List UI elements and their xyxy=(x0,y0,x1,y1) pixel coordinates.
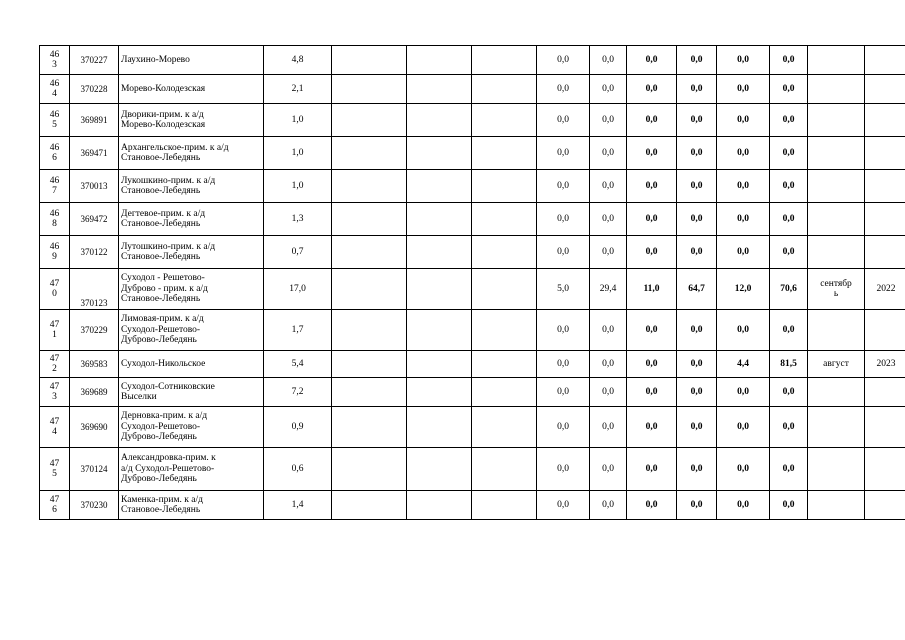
value-cell: 0,0 xyxy=(770,75,808,104)
month-cell xyxy=(808,203,865,236)
value-cell: 0,0 xyxy=(770,491,808,520)
empty-cell xyxy=(472,203,537,236)
value-cell: 0,0 xyxy=(717,137,770,170)
value-cell: 0,0 xyxy=(770,236,808,269)
value-cell: 0,0 xyxy=(627,236,677,269)
value-cell: 0,0 xyxy=(717,170,770,203)
year-cell: 2022 xyxy=(865,269,905,310)
value-cell: 29,4 xyxy=(590,269,627,310)
value-cell: 0,0 xyxy=(770,137,808,170)
value-cell: 0,0 xyxy=(590,236,627,269)
month-cell xyxy=(808,407,865,448)
value-cell: 0,0 xyxy=(537,236,590,269)
month-cell xyxy=(808,137,865,170)
value-cell: 0,0 xyxy=(677,310,717,351)
empty-cell xyxy=(332,269,407,310)
road-code-cell: 370124 xyxy=(70,448,119,491)
road-code-cell: 369891 xyxy=(70,104,119,137)
value-cell: 0,0 xyxy=(717,46,770,75)
value-cell: 0,0 xyxy=(590,104,627,137)
empty-cell xyxy=(472,46,537,75)
road-code-cell: 370122 xyxy=(70,236,119,269)
road-length-cell: 7,2 xyxy=(264,378,332,407)
month-cell xyxy=(808,104,865,137)
empty-cell xyxy=(332,351,407,378)
empty-cell xyxy=(332,203,407,236)
table-row xyxy=(40,351,905,378)
road-code-cell: 369689 xyxy=(70,378,119,407)
value-cell: 0,0 xyxy=(590,75,627,104)
value-cell: 0,0 xyxy=(717,310,770,351)
year-cell xyxy=(865,378,905,407)
month-cell: август xyxy=(808,351,865,378)
empty-cell xyxy=(407,351,472,378)
value-cell: 0,0 xyxy=(627,46,677,75)
row-number-cell: 47 1 xyxy=(40,310,70,351)
empty-cell xyxy=(472,448,537,491)
value-cell: 0,0 xyxy=(677,104,717,137)
empty-cell xyxy=(407,236,472,269)
table-row xyxy=(40,407,905,448)
empty-cell xyxy=(407,269,472,310)
value-cell: 0,0 xyxy=(537,407,590,448)
value-cell: 0,0 xyxy=(677,378,717,407)
road-length-cell: 1,7 xyxy=(264,310,332,351)
year-cell xyxy=(865,310,905,351)
value-cell: 0,0 xyxy=(627,351,677,378)
value-cell: 0,0 xyxy=(590,491,627,520)
value-cell: 81,5 xyxy=(770,351,808,378)
road-length-cell: 0,9 xyxy=(264,407,332,448)
empty-cell xyxy=(407,75,472,104)
road-code-cell: 370227 xyxy=(70,46,119,75)
year-cell xyxy=(865,104,905,137)
table-row xyxy=(40,170,905,203)
value-cell: 0,0 xyxy=(770,448,808,491)
road-length-cell: 2,1 xyxy=(264,75,332,104)
row-number-cell: 46 8 xyxy=(40,203,70,236)
value-cell: 0,0 xyxy=(770,203,808,236)
value-cell: 0,0 xyxy=(537,104,590,137)
empty-cell xyxy=(472,170,537,203)
value-cell: 0,0 xyxy=(717,104,770,137)
month-cell xyxy=(808,75,865,104)
empty-cell xyxy=(472,378,537,407)
month-cell xyxy=(808,236,865,269)
empty-cell xyxy=(332,491,407,520)
year-cell: 2023 xyxy=(865,351,905,378)
empty-cell xyxy=(407,310,472,351)
road-length-cell: 1,0 xyxy=(264,137,332,170)
row-number-cell: 47 4 xyxy=(40,407,70,448)
road-name-cell: Каменка-прим. к а/д Становое-Лебедянь xyxy=(119,491,264,520)
row-number-cell: 46 3 xyxy=(40,46,70,75)
value-cell: 70,6 xyxy=(770,269,808,310)
empty-cell xyxy=(472,491,537,520)
value-cell: 4,4 xyxy=(717,351,770,378)
road-length-cell: 0,6 xyxy=(264,448,332,491)
empty-cell xyxy=(332,75,407,104)
empty-cell xyxy=(472,137,537,170)
empty-cell xyxy=(332,378,407,407)
value-cell: 0,0 xyxy=(590,448,627,491)
road-code-cell: 369583 xyxy=(70,351,119,378)
row-number-cell: 47 3 xyxy=(40,378,70,407)
value-cell: 0,0 xyxy=(677,137,717,170)
value-cell: 0,0 xyxy=(537,137,590,170)
table-row xyxy=(40,491,905,520)
road-name-cell: Александровка-прим. к а/д Суходол-Решетово- Дуброво-Лебедянь xyxy=(119,448,264,491)
value-cell: 0,0 xyxy=(537,170,590,203)
month-cell xyxy=(808,491,865,520)
road-code-cell: 370123 xyxy=(70,269,119,310)
road-length-cell: 1,0 xyxy=(264,170,332,203)
month-cell xyxy=(808,310,865,351)
road-code-cell: 369690 xyxy=(70,407,119,448)
value-cell: 0,0 xyxy=(590,351,627,378)
value-cell: 0,0 xyxy=(677,170,717,203)
value-cell: 0,0 xyxy=(627,137,677,170)
value-cell: 0,0 xyxy=(717,236,770,269)
road-name-cell: Суходол-Сотниковские Выселки xyxy=(119,378,264,407)
value-cell: 0,0 xyxy=(537,378,590,407)
value-cell: 0,0 xyxy=(770,170,808,203)
year-cell xyxy=(865,407,905,448)
value-cell: 0,0 xyxy=(677,351,717,378)
row-number-cell: 47 5 xyxy=(40,448,70,491)
value-cell: 0,0 xyxy=(677,46,717,75)
value-cell: 0,0 xyxy=(627,104,677,137)
value-cell: 0,0 xyxy=(770,46,808,75)
month-cell xyxy=(808,448,865,491)
empty-cell xyxy=(407,137,472,170)
road-code-cell: 370013 xyxy=(70,170,119,203)
table-row xyxy=(40,75,905,104)
road-name-cell: Лимовая-прим. к а/д Суходол-Решетово- Дуброво-Лебедянь xyxy=(119,310,264,351)
value-cell: 11,0 xyxy=(627,269,677,310)
empty-cell xyxy=(472,351,537,378)
value-cell: 0,0 xyxy=(590,310,627,351)
month-cell: сентябр ь xyxy=(808,269,865,310)
table-row xyxy=(40,236,905,269)
value-cell: 0,0 xyxy=(590,170,627,203)
row-number-cell: 46 5 xyxy=(40,104,70,137)
empty-cell xyxy=(407,104,472,137)
empty-cell xyxy=(407,46,472,75)
empty-cell xyxy=(332,310,407,351)
value-cell: 0,0 xyxy=(677,491,717,520)
road-code-cell: 370230 xyxy=(70,491,119,520)
road-length-cell: 1,3 xyxy=(264,203,332,236)
empty-cell xyxy=(472,75,537,104)
value-cell: 0,0 xyxy=(627,170,677,203)
row-number-cell: 46 4 xyxy=(40,75,70,104)
value-cell: 0,0 xyxy=(677,407,717,448)
table-row xyxy=(40,448,905,491)
row-number-cell: 46 6 xyxy=(40,137,70,170)
value-cell: 0,0 xyxy=(590,378,627,407)
year-cell xyxy=(865,491,905,520)
value-cell: 0,0 xyxy=(770,378,808,407)
table-row xyxy=(40,310,905,351)
road-code-cell: 369472 xyxy=(70,203,119,236)
value-cell: 12,0 xyxy=(717,269,770,310)
value-cell: 0,0 xyxy=(590,137,627,170)
empty-cell xyxy=(407,448,472,491)
value-cell: 0,0 xyxy=(627,310,677,351)
year-cell xyxy=(865,203,905,236)
value-cell: 0,0 xyxy=(717,491,770,520)
table-row xyxy=(40,137,905,170)
road-length-cell: 1,4 xyxy=(264,491,332,520)
empty-cell xyxy=(407,491,472,520)
empty-cell xyxy=(332,46,407,75)
value-cell: 0,0 xyxy=(717,378,770,407)
value-cell: 0,0 xyxy=(537,203,590,236)
value-cell: 0,0 xyxy=(537,448,590,491)
row-number-cell: 46 9 xyxy=(40,236,70,269)
value-cell: 0,0 xyxy=(590,46,627,75)
row-number-cell: 46 7 xyxy=(40,170,70,203)
value-cell: 0,0 xyxy=(590,407,627,448)
empty-cell xyxy=(407,407,472,448)
value-cell: 0,0 xyxy=(677,448,717,491)
empty-cell xyxy=(472,104,537,137)
road-name-cell: Дворики-прим. к а/д Морево-Колодезская xyxy=(119,104,264,137)
row-number-cell: 47 6 xyxy=(40,491,70,520)
value-cell: 0,0 xyxy=(590,203,627,236)
value-cell: 0,0 xyxy=(627,491,677,520)
value-cell: 0,0 xyxy=(717,448,770,491)
table-row xyxy=(40,378,905,407)
value-cell: 0,0 xyxy=(677,236,717,269)
month-cell xyxy=(808,378,865,407)
table-row xyxy=(40,269,905,310)
road-code-cell: 370229 xyxy=(70,310,119,351)
road-name-cell: Лукошкино-прим. к а/д Становое-Лебедянь xyxy=(119,170,264,203)
empty-cell xyxy=(472,269,537,310)
value-cell: 0,0 xyxy=(677,75,717,104)
road-name-cell: Дерновка-прим. к а/д Суходол-Решетово- Дуброво-Лебедянь xyxy=(119,407,264,448)
road-length-cell: 4,8 xyxy=(264,46,332,75)
value-cell: 0,0 xyxy=(537,310,590,351)
month-cell xyxy=(808,46,865,75)
empty-cell xyxy=(407,203,472,236)
value-cell: 0,0 xyxy=(627,378,677,407)
road-name-cell: Архангельское-прим. к а/д Становое-Лебедянь xyxy=(119,137,264,170)
value-cell: 0,0 xyxy=(537,351,590,378)
value-cell: 0,0 xyxy=(770,407,808,448)
year-cell xyxy=(865,46,905,75)
empty-cell xyxy=(332,448,407,491)
road-name-cell: Суходол - Решетово- Дуброво - прим. к а/д Становое-Лебедянь xyxy=(119,269,264,310)
road-length-cell: 17,0 xyxy=(264,269,332,310)
value-cell: 0,0 xyxy=(770,310,808,351)
empty-cell xyxy=(332,236,407,269)
value-cell: 0,0 xyxy=(717,75,770,104)
road-code-cell: 369471 xyxy=(70,137,119,170)
road-length-cell: 5,4 xyxy=(264,351,332,378)
road-name-cell: Дегтевое-прим. к а/д Становое-Лебедянь xyxy=(119,203,264,236)
table-row xyxy=(40,104,905,137)
year-cell xyxy=(865,236,905,269)
empty-cell xyxy=(332,170,407,203)
month-cell xyxy=(808,170,865,203)
road-length-cell: 1,0 xyxy=(264,104,332,137)
empty-cell xyxy=(472,310,537,351)
value-cell: 0,0 xyxy=(537,491,590,520)
value-cell: 5,0 xyxy=(537,269,590,310)
empty-cell xyxy=(407,170,472,203)
value-cell: 0,0 xyxy=(627,203,677,236)
empty-cell xyxy=(332,407,407,448)
empty-cell xyxy=(332,104,407,137)
year-cell xyxy=(865,170,905,203)
road-length-cell: 0,7 xyxy=(264,236,332,269)
value-cell: 64,7 xyxy=(677,269,717,310)
empty-cell xyxy=(332,137,407,170)
table-row xyxy=(40,46,905,75)
road-name-cell: Суходол-Никольское xyxy=(119,351,264,378)
value-cell: 0,0 xyxy=(717,203,770,236)
value-cell: 0,0 xyxy=(537,46,590,75)
value-cell: 0,0 xyxy=(717,407,770,448)
value-cell: 0,0 xyxy=(770,104,808,137)
road-repair-table xyxy=(39,45,905,520)
year-cell xyxy=(865,137,905,170)
table-body xyxy=(40,46,905,520)
value-cell: 0,0 xyxy=(627,75,677,104)
empty-cell xyxy=(472,236,537,269)
year-cell xyxy=(865,75,905,104)
road-name-cell: Лаухино-Морево xyxy=(119,46,264,75)
value-cell: 0,0 xyxy=(537,75,590,104)
value-cell: 0,0 xyxy=(677,203,717,236)
value-cell: 0,0 xyxy=(627,448,677,491)
road-name-cell: Морево-Колодезская xyxy=(119,75,264,104)
year-cell xyxy=(865,448,905,491)
empty-cell xyxy=(407,378,472,407)
table-row xyxy=(40,203,905,236)
value-cell: 0,0 xyxy=(627,407,677,448)
row-number-cell: 47 2 xyxy=(40,351,70,378)
row-number-cell: 47 0 xyxy=(40,269,70,310)
empty-cell xyxy=(472,407,537,448)
road-code-cell: 370228 xyxy=(70,75,119,104)
road-name-cell: Лутошкино-прим. к а/д Становое-Лебедянь xyxy=(119,236,264,269)
